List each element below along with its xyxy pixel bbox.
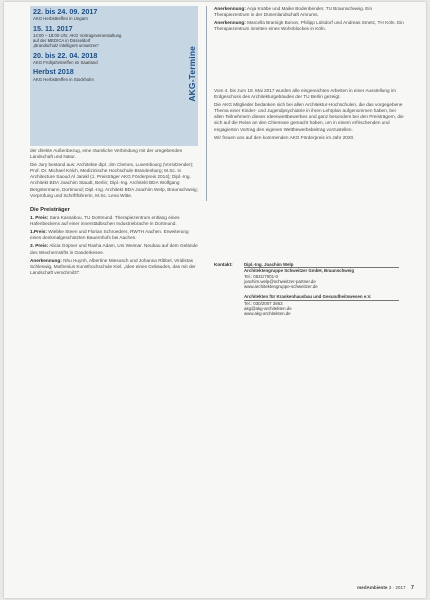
- exhibition-paragraph: Vom 4. bis zum 19. Mai 2017 wurden alle eingereichten Arbeiten in einer Ausstellung im Erdgeschoss des Architekturgebäudes der TU Berlin gezeigt.: [214, 88, 396, 100]
- event-list: [33, 8, 183, 85]
- prize-item: [30, 243, 198, 255]
- magazine-page: [4, 2, 426, 598]
- issue-number: 3 · 2017: [388, 585, 406, 590]
- prize-label: 3. Preis:: [30, 243, 49, 249]
- event-line: AKG Herbsttreffen in Ungarn: [33, 16, 88, 22]
- prize-label: 1.Preis:: [30, 229, 47, 235]
- magazine-name: medAmbiente: [357, 585, 388, 590]
- contact-person: Dipl.-Ing. Joachim Welp: [244, 262, 399, 268]
- prize-text: Sara Kassabou, TU Dortmund. Therapiezentrum entlang eines Hafenbeckens auf einer innerstädtischen Industriebrache in Dortmund.: [30, 215, 180, 227]
- award-text: Marcella Bramigk Bonon, Philipp Lülsdorf und Andreas Smetz, TH Köln. Ein Therapiezentrum inmitten eines Wohnblockes in Köln.: [214, 20, 404, 32]
- event-date: 15. 11. 2017: [33, 23, 73, 33]
- thanks-paragraph: Die AKG Mitglieder bedanken sich bei allen Architektur-Hochschulen, die das vorgegebene Thema einer Kinder- und Jugendpsychiatrie in ihren Lehrplan aufgenommen haben, bei allen Teilnehmern dieses Ideenwettbewerbes und ganz besonders bei den Preisträgern, die sich auf die Reise an den Chiemsee gemacht haben, um in einem erfrischenden und engagierten Vortrag den eigenen Wettbewerbsbeitrag vorzustellen.: [214, 102, 404, 132]
- event-line: AKG Frühjahrstreffen im Saarland: [33, 60, 98, 66]
- org-website-link[interactable]: www.akg-architekten.de: [244, 311, 291, 317]
- award-item: [214, 20, 404, 32]
- contact-organization: Architekten für Krankenhausbau und Gesundheitswesen e.V.: [244, 294, 399, 300]
- prize-text: Alicia Göpner und Rasha Adam, Uni Weimar. Neubau auf dem Gelände des Wiechernstifts in Ganderkesee.: [30, 243, 198, 255]
- event-item: [33, 52, 183, 66]
- event-date: Herbst 2018: [33, 67, 74, 77]
- event-line: 14:00 – 18:00 Uhr, AKG Vortragsveranstaltung: [33, 33, 122, 39]
- prize-text: Nhu Huynh, Albertine Miesusch und Johanna Ribbel, Viridistas Schleswig, Muthesius Kunsthochschule Kiel. „Idee eines Gebäudes, das mit der Landschaft verschmilzt“.: [30, 257, 196, 275]
- right-awards: [214, 6, 404, 34]
- contact-website-link[interactable]: www.architektengruppe-schweitzer.de: [244, 284, 318, 290]
- event-line: AKG Herbsttreffen in Stockholm: [33, 76, 94, 82]
- column-divider: [206, 6, 207, 201]
- org-email-link[interactable]: akg@akg-architekten.de: [244, 306, 292, 312]
- jury-paragraph: Die Jury bestand aus: Architekte dipl. Jim Clemes, Luxembourg (Vorsitzender); Prof. Dr. Michael Kölch, Medizinische Hochschule Brandenburg; M.Sc. in Architecture Saoud Al Jarakl (1. Preisträger AKG Förderpreis 2014); Dipl.-Ing. Architekt BDA Joachim Staudt, Berlin; Dipl.-Ing. Architekt BDA Wolfgang Bergstermann, Dortmund; Dipl.-Ing. Architekt BDA Joachim Welp, Braunschweig; Vorprüfung und Schriftführerin, M.Sc. Lena Witte.: [30, 162, 198, 198]
- award-text: Anja Knäbe und Maike Bodenbender, TU Braunschweig. Ein Therapiezentrum in der Dünenlandschaft Amrums.: [214, 6, 373, 18]
- prize-item: [30, 215, 198, 227]
- contact-email-link[interactable]: joachim.welp@schweitzer-partner.de: [244, 278, 316, 284]
- prize-section: [30, 207, 198, 278]
- award-label: Anerkennung:: [214, 6, 246, 11]
- intro-paragraph: der direkte Außenbezug, eine räumliche Verbindung mit der umgebenden Landschaft und Natur.: [30, 148, 183, 160]
- sidebar-title: AKG-Termine: [187, 46, 197, 102]
- akg-termine-sidebar: [30, 6, 198, 146]
- award-label: Anerkennung:: [214, 20, 246, 26]
- prize-text: Wiebke Steen und Florian Schroeders, RWTH Aachen. Erweiterung eines denkmalgeschützten Bauernhofs bei Aachen.: [30, 229, 189, 241]
- left-column-intro: [30, 148, 198, 201]
- outlook-paragraph: Wir freuen uns auf den kommenden AKG Förderpreis im Jahr 2020.: [214, 134, 355, 140]
- event-date: 20. bis 22. 04. 2018: [33, 50, 98, 60]
- prize-item: [30, 258, 198, 276]
- award-item: [214, 6, 404, 18]
- prize-label: Anerkennung:: [30, 257, 62, 263]
- page-number: 7: [410, 585, 414, 591]
- contact-label: Kontakt:: [214, 262, 233, 267]
- page-footer: [357, 585, 414, 591]
- event-item: [33, 8, 183, 22]
- right-paragraphs: [214, 88, 404, 143]
- event-line: „Brandschutz intelligent umsetzen“: [33, 43, 99, 49]
- event-item: [33, 25, 183, 49]
- contact-company: Architektengruppe Schweitzer GmbH, Braunschweig: [244, 268, 355, 274]
- prize-heading: Die Preisträger: [30, 207, 70, 213]
- event-date: 22. bis 24. 09. 2017: [33, 7, 98, 16]
- event-line: auf der MEDICA in Düsseldorf: [33, 38, 91, 44]
- contact-block: [244, 262, 404, 317]
- org-phone: Tel.: 030/2007 3863: [244, 300, 283, 306]
- prize-item: [30, 229, 198, 241]
- contact-phone: Tel.: 0531/7001-0: [244, 273, 278, 279]
- event-item: [33, 68, 183, 82]
- prize-label: 1. Preis:: [30, 215, 49, 221]
